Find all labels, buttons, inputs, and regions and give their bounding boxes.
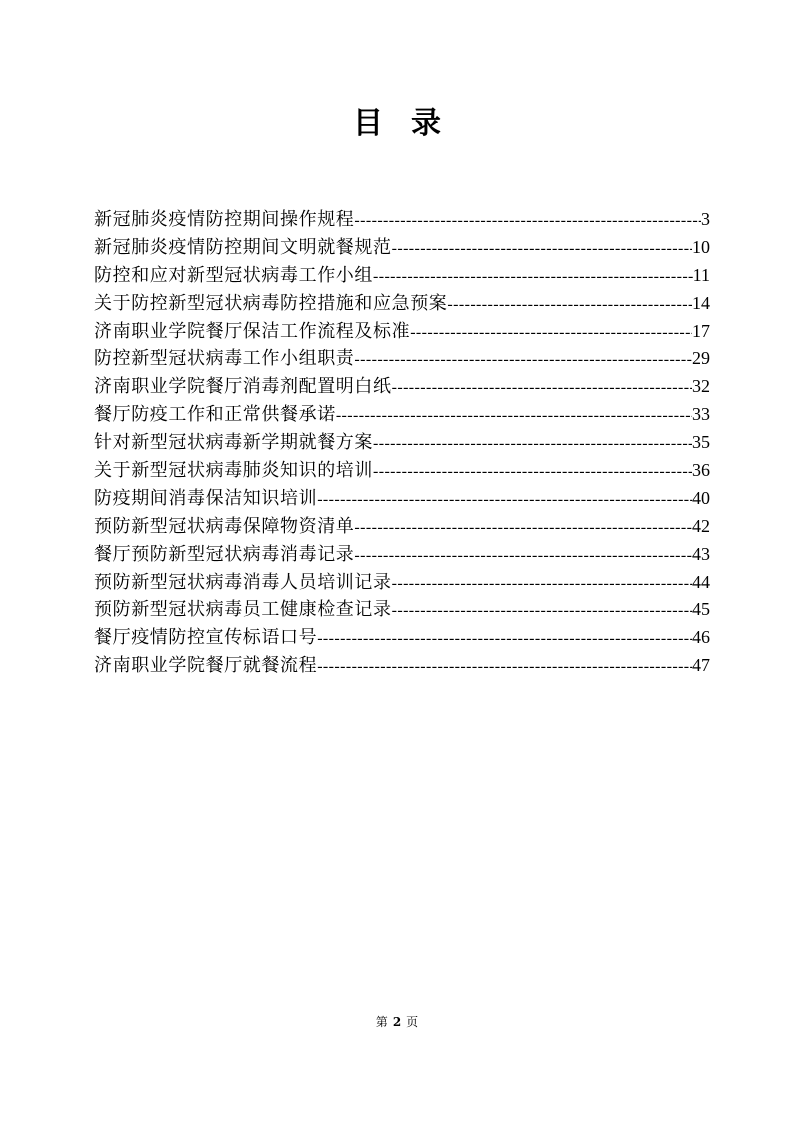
toc-entry-page: 36: [692, 460, 710, 481]
toc-entry[interactable]: [94, 652, 710, 680]
toc-leader-dashes: [317, 486, 692, 513]
toc-leader-dashes: [317, 625, 692, 652]
toc-leader-dashes: [317, 653, 692, 680]
toc-entry-page: 40: [692, 487, 710, 508]
toc-entry-page: 33: [692, 404, 710, 425]
toc-entry-label: 防控和应对新型冠状病毒工作小组: [94, 264, 373, 286]
toc-entry-label: 预防新型冠状病毒员工健康检查记录: [94, 599, 392, 621]
toc-entry[interactable]: [94, 429, 710, 457]
toc-entry-label: 防控新型冠状病毒工作小组职责: [94, 348, 355, 370]
toc-entry-page: 35: [692, 432, 710, 453]
toc-entry-label: 餐厅预防新型冠状病毒消毒记录: [94, 543, 355, 565]
toc-leader-dashes: [354, 346, 692, 373]
toc-entry-page: 11: [692, 264, 710, 285]
toc-entry-label: 关于新型冠状病毒肺炎知识的培训: [94, 460, 373, 482]
toc-list: [94, 206, 710, 680]
toc-entry-label: 新冠肺炎疫情防控期间操作规程: [94, 209, 355, 230]
toc-entry[interactable]: [94, 624, 710, 652]
toc-leader-dashes: [410, 319, 692, 346]
footer-suffix: 页: [406, 1015, 419, 1029]
toc-entry-page: 3: [701, 209, 710, 229]
toc-entry[interactable]: [94, 485, 710, 513]
toc-entry-label: 关于防控新型冠状病毒防控措施和应急预案: [94, 292, 448, 314]
toc-entry-page: 17: [692, 320, 710, 341]
toc-entry-page: 44: [692, 571, 710, 592]
toc-entry-label: 预防新型冠状病毒消毒人员培训记录: [94, 571, 392, 593]
toc-leader-dashes: [336, 402, 692, 429]
toc-entry-page: 42: [692, 515, 710, 536]
toc-entry-label: 防疫期间消毒保洁知识培训: [94, 487, 318, 509]
toc-entry[interactable]: [94, 541, 710, 569]
toc-leader-dashes: [373, 263, 693, 290]
toc-entry-label: 新冠肺炎疫情防控期间文明就餐规范: [94, 236, 392, 258]
toc-title: 目录: [353, 106, 469, 141]
toc-leader-dashes: [392, 235, 692, 262]
toc-entry[interactable]: [94, 234, 710, 262]
toc-leader-dashes: [392, 570, 692, 597]
toc-entry-label: 济南职业学院餐厅保洁工作流程及标准: [94, 320, 411, 342]
toc-leader-dashes: [354, 542, 692, 569]
toc-leader-dashes: [392, 374, 692, 401]
toc-leader-dashes: [354, 514, 692, 541]
toc-entry-label: 餐厅防疫工作和正常供餐承诺: [94, 404, 336, 426]
toc-entry-label: 餐厅疫情防控宣传标语口号: [94, 627, 318, 649]
toc-entry-page: 29: [692, 348, 710, 369]
toc-entry[interactable]: [94, 513, 710, 541]
toc-entry-label: 预防新型冠状病毒保障物资清单: [94, 515, 355, 537]
page-footer: [0, 1014, 794, 1030]
toc-entry[interactable]: [94, 596, 710, 624]
toc-entry-page: 14: [692, 292, 710, 313]
toc-entry-page: 46: [692, 627, 710, 648]
toc-leader-dashes: [392, 597, 692, 624]
toc-entry-page: 43: [692, 543, 710, 564]
toc-entry[interactable]: [94, 318, 710, 346]
toc-leader-dashes: [373, 458, 692, 485]
toc-entry[interactable]: [94, 401, 710, 429]
toc-leader-dashes: [447, 291, 692, 318]
toc-leader-dashes: [354, 207, 701, 234]
toc-entry[interactable]: [94, 569, 710, 597]
toc-entry[interactable]: [94, 345, 710, 373]
toc-entry-page: 32: [692, 376, 710, 397]
toc-entry-page: 47: [692, 655, 710, 676]
toc-entry[interactable]: [94, 206, 710, 234]
toc-entry-label: 针对新型冠状病毒新学期就餐方案: [94, 432, 373, 454]
toc-entry[interactable]: [94, 262, 710, 290]
toc-entry-label: 济南职业学院餐厅就餐流程: [94, 655, 318, 677]
toc-leader-dashes: [373, 430, 692, 457]
toc-entry-page: 45: [692, 599, 710, 620]
toc-entry[interactable]: [94, 290, 710, 318]
footer-prefix: 第: [375, 1015, 388, 1029]
toc-entry-label: 济南职业学院餐厅消毒剂配置明白纸: [94, 376, 392, 398]
toc-entry-page: 10: [692, 236, 710, 257]
footer-page-number: 2: [392, 1015, 402, 1029]
toc-entry[interactable]: [94, 457, 710, 485]
toc-entry[interactable]: [94, 373, 710, 401]
